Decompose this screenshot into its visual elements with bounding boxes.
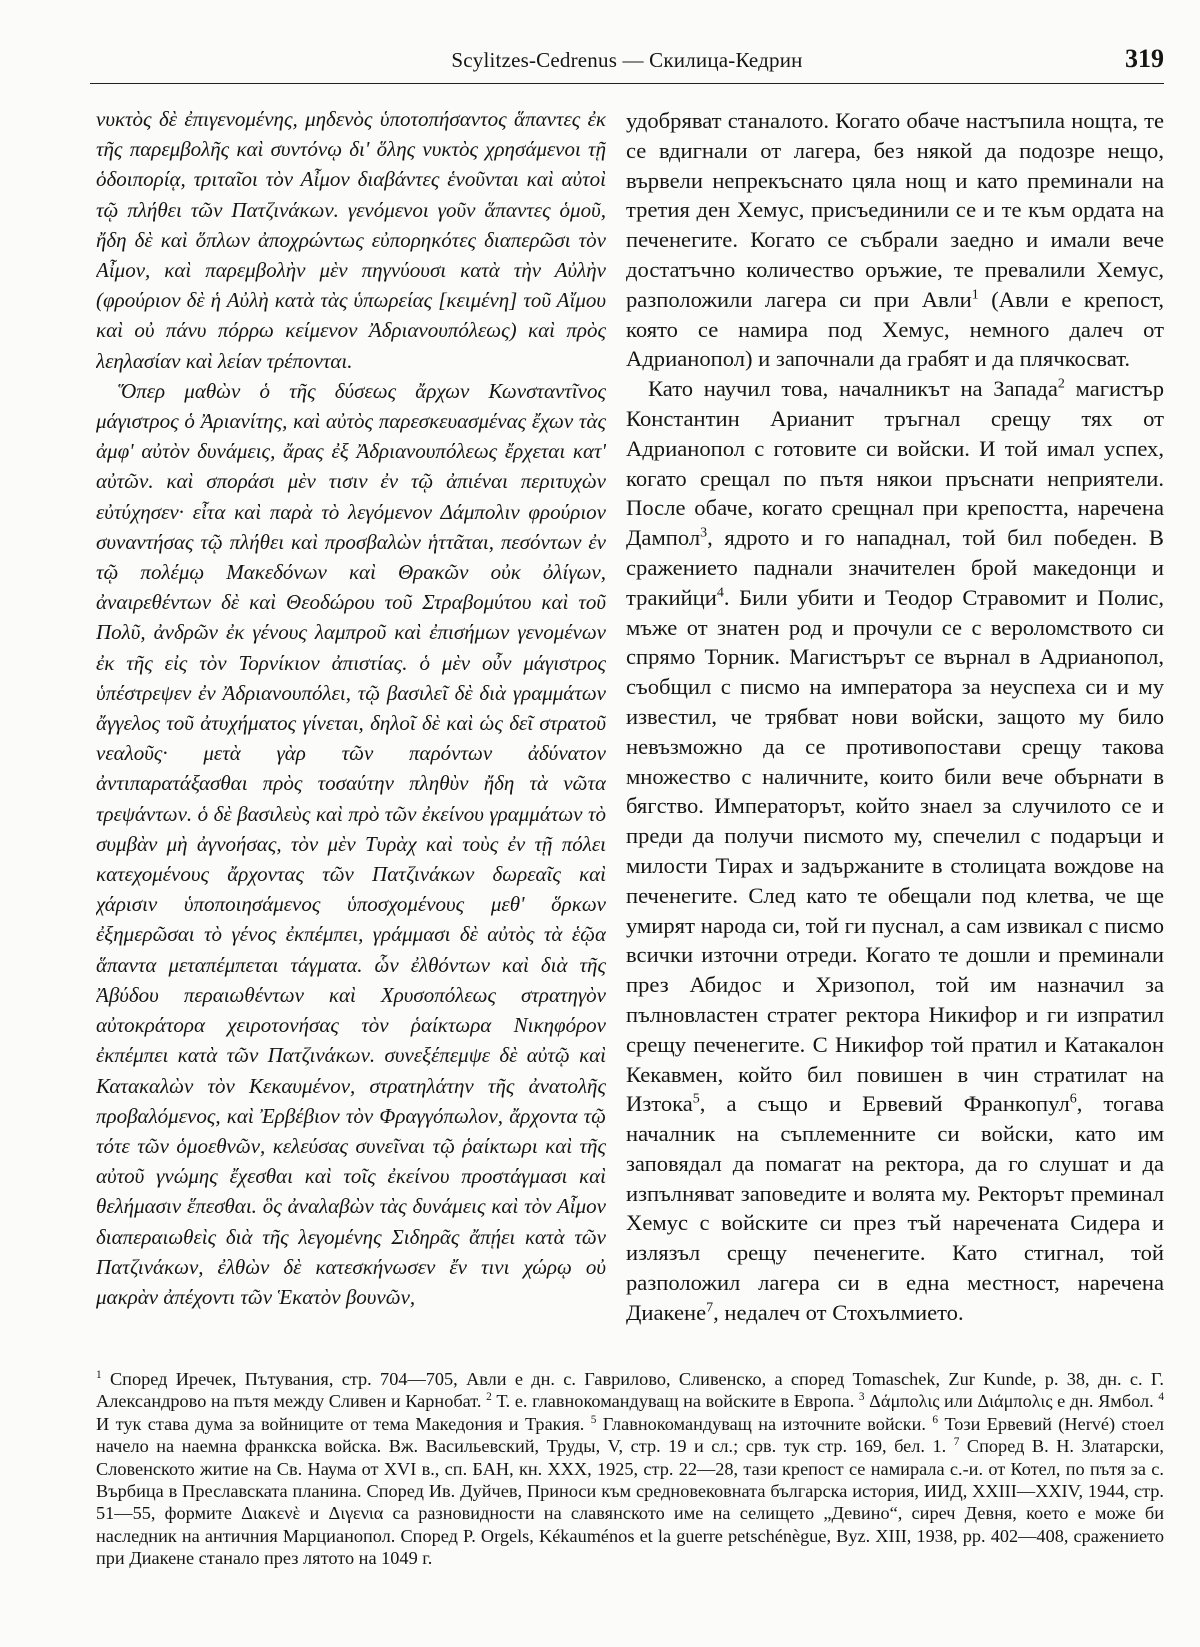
footnote-ref-4: 4 xyxy=(716,585,724,601)
bulgarian-paragraph-1-text: удобряват станалото. Когато обаче настъпила нощта, те се вдигнали от лагера, без някой да подозре нещо, вървели непрекъснато цяла нощ и като преминали на третия ден Хемус, присъединили се и те към ордата на печенегите. Когато се събрали заедно и имали вече достатъчно количество оръжие, те превалили Хемус, разположили лагера си при Авли xyxy=(626,108,1164,312)
page-header xyxy=(90,44,1164,78)
bulgarian-paragraph-2-d: . Били убити и Теодор Стравомит и Полис, мъже от знатен род и прочули се с вероломството си спрямо Торник. Магистърът се върнал в Адрианопол, съобщил с писмо на императора за неуспеха си и му известил, че трябват нови войски, защото му било невъзможно да се противопостави срещу такова множество с наличните, които били вече обърнати в бягство. Императорът, който знаел за случилото се и преди да получи писмото му, спечелил с подаръци и милости Тирах и задържаните в столицата вождове на печенегите. След като те обещали под клетва, че ще умирят народа си, той ги пуснал, а сам извикал с писмо всички източни отреди. Когато те дошли и преминали през Абидос и Хризопол, той им назначил за пълновластен стратег ректора Никифор и ги изпратил срещу печенегите. С Никифор той пратил и Катакалон Кекавмен, който бил повишен в чин стратилат на Изтока xyxy=(626,584,1164,1117)
bulgarian-paragraph-2-g: , недалеч от Стохълмието. xyxy=(713,1299,964,1325)
footnote-ref-7: 7 xyxy=(706,1300,714,1316)
page-number: 319 xyxy=(1125,44,1164,73)
footnote-ref-6: 6 xyxy=(1069,1091,1077,1107)
footnote-5: Главнокомандуващ на източните войски. xyxy=(596,1413,933,1434)
bulgarian-paragraph-2 xyxy=(626,374,1164,1328)
footnote-ref-2: 2 xyxy=(1057,376,1065,392)
footnote-2-number: 2 xyxy=(486,1391,492,1404)
footnote-3: Δάμπολις или Διάμπολις е дн. Ямбол. xyxy=(864,1391,1159,1412)
bulgarian-paragraph-1 xyxy=(626,106,1164,374)
running-title: Scylitzes-Cedrenus — Скилица-Кедрин xyxy=(451,48,803,72)
footnote-3-number: 3 xyxy=(858,1391,865,1404)
bulgarian-paragraph-2-f: , тогава началник на съплеменните си войски, като им заповядал да помагат на ректора, да го слушат и да изпълняват заповедите и волята му. Ректорът преминал Хемус с войските си през тъй наречената Сидера и излязъл срещу печенегите. Като стигнал, той разположил лагера си в една местност, наречена Диакене xyxy=(626,1091,1164,1325)
footnote-7-number: 7 xyxy=(953,1436,960,1449)
header-rule xyxy=(90,83,1164,84)
footnote-5-number: 5 xyxy=(590,1413,597,1426)
bulgarian-translation-column xyxy=(626,106,1164,1356)
footnotes-text xyxy=(96,1368,1164,1570)
footnote-ref-5: 5 xyxy=(692,1091,700,1107)
footnote-6: Този Ервевий (Hervé) стоел начело на наемна франкска войска. Вж. Васильевский, Труды, V, стр. 19 и сл.; срв. тук стр. 169, бел. 1. xyxy=(96,1413,1164,1457)
footnote-ref-3: 3 xyxy=(700,525,708,541)
footnote-6-number: 6 xyxy=(932,1413,939,1426)
greek-text-column xyxy=(96,104,606,1354)
greek-paragraph-2: Ὅπερ μαθὼν ὁ τῆς δύσεως ἄρχων Κωνσταντῖνος μάγιστρος ὁ Ἀριανίτης, καὶ αὐτὸς παρεσκευασμένας ἔχων τὰς ἀμφ' αὐτὸν δυνάμεις, ἄρας ἐξ Ἀδριανουπόλεως ἔρχεται κατ' αὐτῶν. καὶ σποράσι μὲν τισιν ἐν τῷ ἀπιέναι περιτυχὼν εὐτύχησεν· εἶτα καὶ παρὰ τὸ λεγόμενον Δάμπολιν φρούριον συναντήσας τῷ πλήθει καὶ προσβαλὼν ἡττᾶται, πεσόντων ἐν τῷ πολέμῳ Μακεδόνων καὶ Θρακῶν οὐκ ὀλίγων, ἀναιρεθέντων δὲ καὶ Θεοδώρου τοῦ Στραβομύτου καὶ τοῦ Πολῦ, ἀνδρῶν ἐκ γένους λαμπροῦ καὶ ἐπισήμων γενομένων ἐκ τῆς εἰς τὸν Τορνίκιον ἀπιστίας. ὁ μὲν οὖν μάγιστρος ὑπέστρεψεν ἐν Ἀδριανουπόλει, τῷ βασιλεῖ δὲ διὰ γραμμάτων ἄγγελος τοῦ ἀτυχήματος γίνεται, δηλοῖ δὲ καὶ ὡς δεῖ στρατοῦ νεαλοῦς· μετὰ γὰρ τῶν παρόντων ἀδύνατον ἀντιπαρατάξασθαι πρὸς τοσαύτην πληθὺν ἤδη τὰ νῶτα τρεψάντων. ὁ δὲ βασιλεὺς καὶ πρὸ τῶν ἐκείνου γραμμάτων τὸ συμβὰν μὴ ἀγνοήσας, τὸν μὲν Τυρὰχ καὶ τοὺς ἐν τῇ πόλει κατεχομένους ἄρχοντας τῶν Πατζινάκων δωρεαῖς καὶ χάρισιν ὑποποιησάμενος ὑποσχομένους μεθ' ὅρκων ἐξημερῶσαι τὸ γένος ἐκπέμπει, γράμμασι δὲ αὐτὸς τὰ ἑῷα ἅπαντα μεταπέμπεται τάγματα. ὧν ἐλθόντων καὶ διὰ τῆς Ἀβύδου περαιωθέντων καὶ Χρυσοπόλεως στρατηγὸν αὐτοκράτορα χειροτονήσας τὸν ῥαίκτωρα Νικηφόρον ἐκπέμπει κατὰ τῶν Πατζινάκων. συνεξέπεμψε δὲ αὐτῷ καὶ Κατακαλὼν τὸν Κεκαυμένον, στρατηλάτην τῆς ἀνατολῆς προβαλόμενος, καὶ Ἐρβέβιον τὸν Φραγγόπωλον, ἄρχοντα τῷ τότε τῶν ὁμοεθνῶν, κελεύσας συνεῖναι τῷ ῥαίκτωρι καὶ τῆς αὐτοῦ γνώμης ἔχεσθαι καὶ τοῖς ἐκείνου προστάγμασι καὶ θελήμασιν ἕπεσθαι. ὃς ἀναλαβὼν τὰς δυνάμεις καὶ τὸν Αἶμον διαπεραιωθεὶς διὰ τῆς λεγομένης Σιδηρᾶς ἄπῄει κατὰ τῶν Πατζινάκων, ἐλθὼν δὲ κατεσκήνωσεν ἔν τινι χώρῳ οὐ μακρὰν ἀπέχοντι τῶν Ἑκατὸν βουνῶν, xyxy=(96,378,606,1309)
footnote-1-number: 1 xyxy=(96,1368,102,1381)
bulgarian-paragraph-2-c: , ядрото и го нападнал, той бил победен. В сражението паднали значителен брой македонци и тракийци xyxy=(626,525,1164,610)
bulgarian-paragraph-2-b: магистър Константин Арианит тръгнал срещу тях от Адрианопол с готовите си войски. И той имал успех, когато срещал по пътя някои пръснати неприятели. После обаче, когато срещнал при крепостта, наречена Дампол xyxy=(626,376,1164,551)
footnote-4: И тук става дума за войниците от тема Македония и Тракия. xyxy=(96,1413,591,1434)
footnotes xyxy=(96,1368,1164,1638)
bulgarian-paragraph-2-e: , а също и Ервевий Франкопул xyxy=(699,1091,1070,1117)
footnote-4-number: 4 xyxy=(1158,1391,1164,1404)
footnote-2: Т. е. главнокомандуващ на войските в Европа. xyxy=(491,1391,859,1412)
footnote-7: Според В. Н. Златарски, Словенското житие на Св. Наума от XVI в., сп. БАН, кн. XXX, 1925, стр. 22—28, тази крепост се намирала с.-и. от Котел, по пътя за с. Върбица в Преславската планина. Според Ив. Дуйчев, Приноси към средновековната българска история, ИИД, XXIII—XXIV, 1944, стр. 51—55, формите Διακενὲ и Διγενια са разновидности на славянското име на селището „Девино“, сиреч Девня, което е може би наследник на античния Марцианопол. Според P. Orgels, Kékauménos et la guerre petschénègue, Byz. XIII, 1938, pp. 402—408, сражението при Диакене станало през лятото на 1049 г. xyxy=(96,1436,1164,1569)
bulgarian-paragraph-1-tail: (Авли е крепост, която се намира под Хемус, немного далеч от Адрианопол) и започнали да грабят и да плячкосват. xyxy=(626,286,1164,372)
greek-paragraph-1: νυκτὸς δὲ ἐπιγενομένης, μηδενὸς ὑποτοπήσαντος ἅπαντες ἐκ τῆς παρεμβολῆς καὶ συντόνῳ δι' ὅλης νυκτὸς χρησάμενοι τῇ ὁδοιπορίᾳ, τριταῖοι τὸν Αἶμον διαβάντες ἑνοῦνται καὶ αὐτοὶ τῷ πλήθει τῶν Πατζινάκων. γενόμενοι γοῦν ἅπαντες ὁμοῦ, ἤδη δὲ καὶ ὅπλων ἀποχρώντως εὐπορηκότες διαπερῶσι τὸν Αἶμον, καὶ παρεμβολὴν μὲν πηγνύουσι κατὰ τὴν Αὐλὴν (φρούριον δὲ ἡ Αὐλὴ κατὰ τὰς ὑπωρείας [κειμένη] τοῦ Αἴμου καὶ οὐ πάνυ πόρρω κείμενον Ἀδριανουπόλεως) καὶ πρὸς λεηλασίαν καὶ λείαν τρέπονται. xyxy=(96,107,606,373)
footnote-1: Според Иречек, Пътувания, стр. 704—705, Авли е дн. с. Гаврилово, Сливенско, а според Tomaschek, Zur Kunde, p. 38, дн. с. Г. Александрово на пътя между Сливен и Карнобат. xyxy=(96,1369,1164,1412)
bulgarian-paragraph-2-a: Като научил това, началникът на Запада xyxy=(648,376,1058,402)
footnote-ref-1: 1 xyxy=(971,287,979,303)
